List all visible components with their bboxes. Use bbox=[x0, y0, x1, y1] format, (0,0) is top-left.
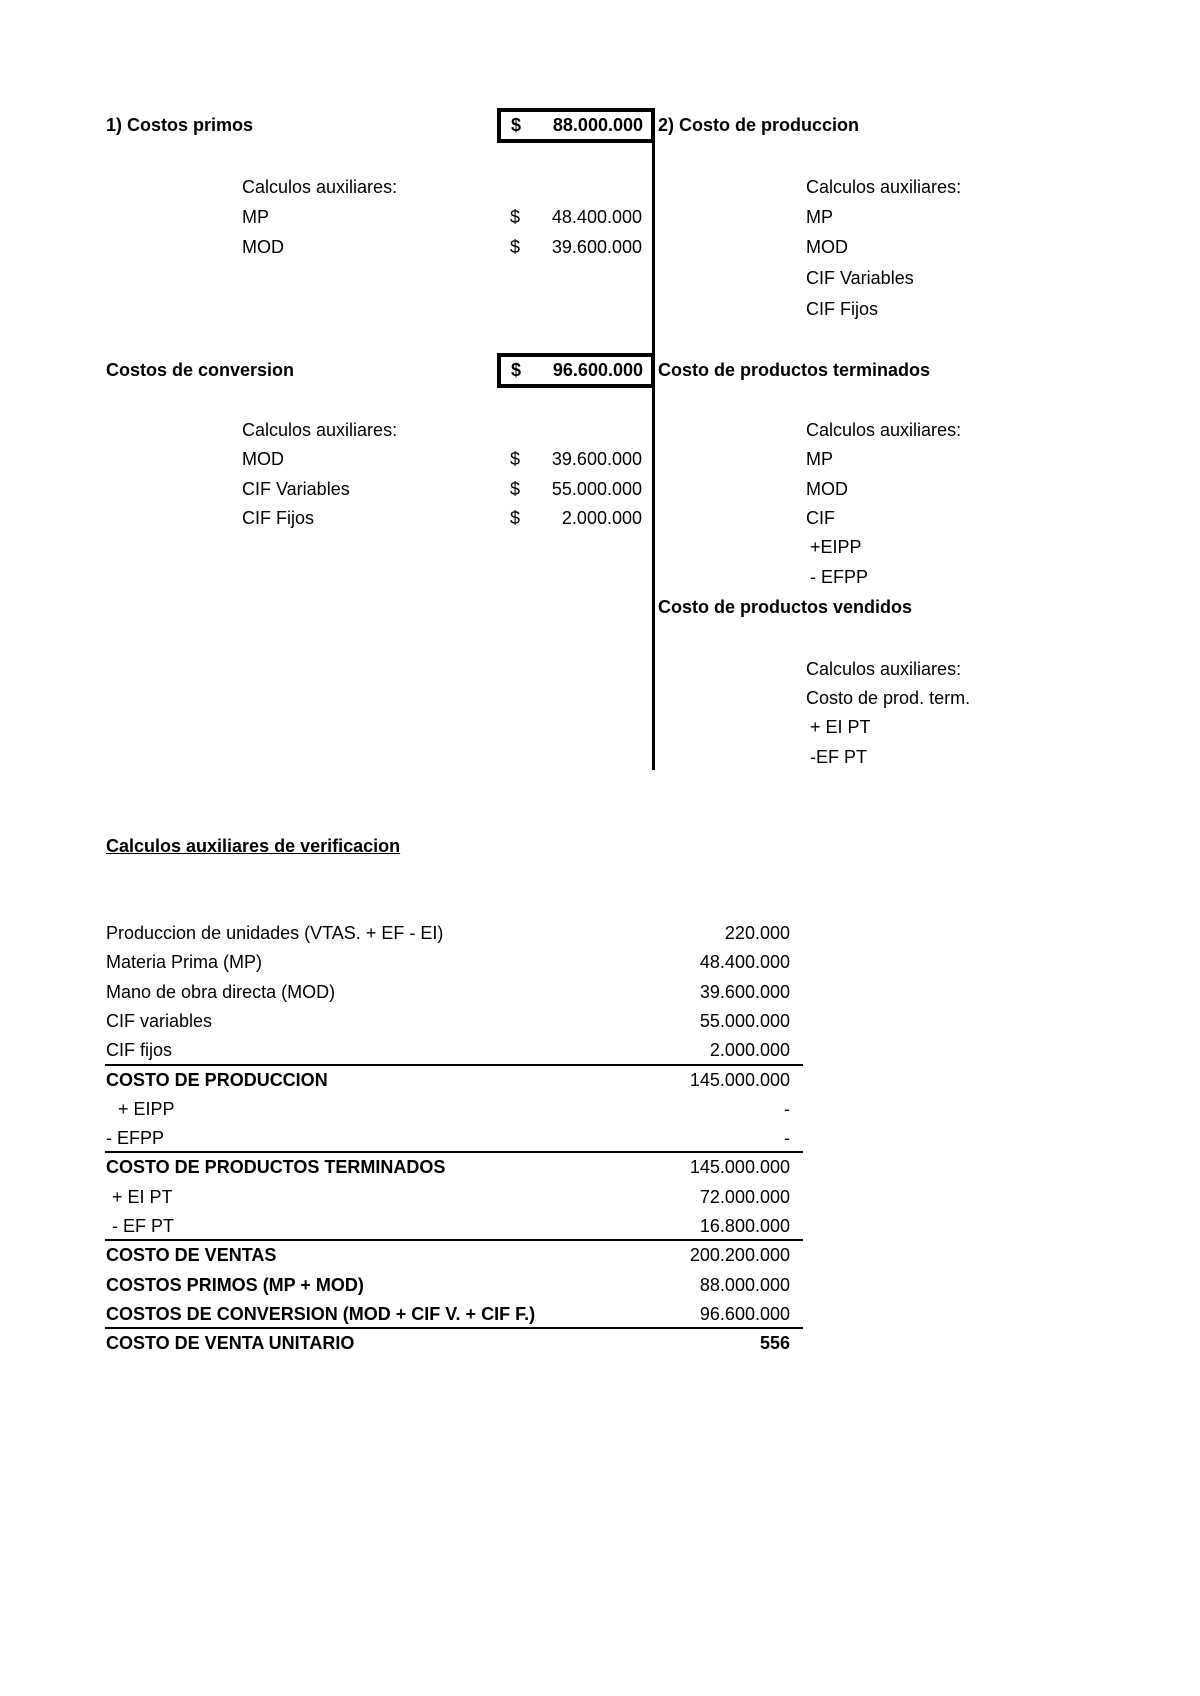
costos-conversion-item-currency: $ bbox=[510, 508, 521, 528]
costos-conversion-item-label: MOD bbox=[242, 449, 284, 469]
costo-terminados-item: +EIPP bbox=[810, 537, 862, 557]
costos-primos-item-label: MOD bbox=[242, 237, 284, 257]
verificacion-row-value: - bbox=[784, 1128, 790, 1148]
verificacion-row-value: 220.000 bbox=[724, 923, 790, 943]
costos-primos-item-currency: $ bbox=[510, 207, 521, 227]
costo-produccion-item: MOD bbox=[806, 237, 848, 257]
costos-primos-item-currency: $ bbox=[510, 237, 521, 257]
costo-terminados-item: CIF bbox=[806, 508, 835, 528]
costo-vendidos-item: + EI PT bbox=[810, 717, 871, 737]
costos-conversion-item-currency: $ bbox=[510, 449, 521, 469]
vertical-divider bbox=[652, 140, 655, 770]
table-separator-line bbox=[105, 1239, 803, 1241]
costo-terminados-item: MOD bbox=[806, 479, 848, 499]
verificacion-row-value: 16.800.000 bbox=[699, 1216, 790, 1236]
verificacion-row-label: Materia Prima (MP) bbox=[106, 952, 263, 972]
costos-primos-total: 88.000.000 bbox=[552, 115, 643, 135]
costos-conversion-item-value: 39.600.000 bbox=[551, 449, 642, 469]
costo-produccion-aux-label: Calculos auxiliares: bbox=[806, 177, 962, 197]
costos-conversion-item-value: 55.000.000 bbox=[551, 479, 642, 499]
verificacion-row-label: CIF fijos bbox=[106, 1040, 173, 1060]
verificacion-row-value: 88.000.000 bbox=[699, 1275, 790, 1295]
verificacion-row-value: 96.600.000 bbox=[699, 1304, 790, 1324]
costos-conversion-item-label: CIF Fijos bbox=[242, 508, 314, 528]
table-separator-line bbox=[105, 1064, 803, 1066]
costos-conversion-title: Costos de conversion bbox=[106, 360, 295, 380]
verificacion-row-value: 55.000.000 bbox=[699, 1011, 790, 1031]
costo-vendidos-title: Costo de productos vendidos bbox=[658, 597, 913, 617]
verificacion-title: Calculos auxiliares de verificacion bbox=[106, 836, 401, 856]
costos-conversion-item-label: CIF Variables bbox=[242, 479, 350, 499]
costo-terminados-item: MP bbox=[806, 449, 833, 469]
verificacion-row-value: 200.200.000 bbox=[689, 1245, 790, 1265]
costo-vendidos-aux-label: Calculos auxiliares: bbox=[806, 659, 962, 679]
costos-primos-currency: $ bbox=[511, 115, 522, 135]
costos-conversion-item-value: 2.000.000 bbox=[561, 508, 642, 528]
costos-conversion-total-box bbox=[497, 353, 655, 388]
verificacion-row-label: - EF PT bbox=[112, 1216, 174, 1236]
verificacion-row-label: COSTOS DE CONVERSION (MOD + CIF V. + CIF F.) bbox=[106, 1304, 536, 1324]
verificacion-row-label: COSTO DE PRODUCCION bbox=[106, 1070, 328, 1090]
verificacion-row-value: 72.000.000 bbox=[699, 1187, 790, 1207]
costos-primos-item-label: MP bbox=[242, 207, 269, 227]
costo-vendidos-item: Costo de prod. term. bbox=[806, 688, 971, 708]
verificacion-row-value: - bbox=[784, 1099, 790, 1119]
costos-primos-title: 1) Costos primos bbox=[106, 115, 254, 135]
verificacion-row-label: + EIPP bbox=[118, 1099, 175, 1119]
verificacion-row-label: Mano de obra directa (MOD) bbox=[106, 982, 336, 1002]
verificacion-row-value: 145.000.000 bbox=[689, 1070, 790, 1090]
costos-conversion-aux-label: Calculos auxiliares: bbox=[242, 420, 398, 440]
costo-terminados-aux-label: Calculos auxiliares: bbox=[806, 420, 962, 440]
costo-terminados-title: Costo de productos terminados bbox=[658, 360, 931, 380]
table-separator-line bbox=[105, 1151, 803, 1153]
verificacion-row-label: - EFPP bbox=[106, 1128, 165, 1148]
costo-produccion-item: MP bbox=[806, 207, 833, 227]
costos-primos-item-value: 39.600.000 bbox=[551, 237, 642, 257]
verificacion-row-label: COSTO DE PRODUCTOS TERMINADOS bbox=[106, 1157, 446, 1177]
costos-primos-total-box bbox=[497, 108, 655, 143]
verificacion-row-value: 2.000.000 bbox=[709, 1040, 790, 1060]
verificacion-row-value: 39.600.000 bbox=[699, 982, 790, 1002]
verificacion-row-label: COSTO DE VENTA UNITARIO bbox=[106, 1333, 355, 1353]
verificacion-row-value: 48.400.000 bbox=[699, 952, 790, 972]
costos-primos-item-value: 48.400.000 bbox=[551, 207, 642, 227]
costo-produccion-item: CIF Variables bbox=[806, 268, 914, 288]
verificacion-row-value: 556 bbox=[759, 1333, 790, 1353]
costo-terminados-item: - EFPP bbox=[810, 567, 869, 587]
verificacion-row-label: Produccion de unidades (VTAS. + EF - EI) bbox=[106, 923, 444, 943]
costos-conversion-total: 96.600.000 bbox=[552, 360, 643, 380]
verificacion-row-label: + EI PT bbox=[112, 1187, 173, 1207]
verificacion-row-value: 145.000.000 bbox=[689, 1157, 790, 1177]
verificacion-row-label: COSTOS PRIMOS (MP + MOD) bbox=[106, 1275, 364, 1295]
verificacion-row-label: CIF variables bbox=[106, 1011, 213, 1031]
costo-produccion-item: CIF Fijos bbox=[806, 299, 878, 319]
verificacion-row-label: COSTO DE VENTAS bbox=[106, 1245, 277, 1265]
costos-primos-aux-label: Calculos auxiliares: bbox=[242, 177, 398, 197]
table-separator-line bbox=[105, 1327, 803, 1329]
costo-vendidos-item: -EF PT bbox=[810, 747, 867, 767]
costos-conversion-item-currency: $ bbox=[510, 479, 521, 499]
costos-conversion-currency: $ bbox=[511, 360, 522, 380]
costo-produccion-title: 2) Costo de produccion bbox=[658, 115, 860, 135]
